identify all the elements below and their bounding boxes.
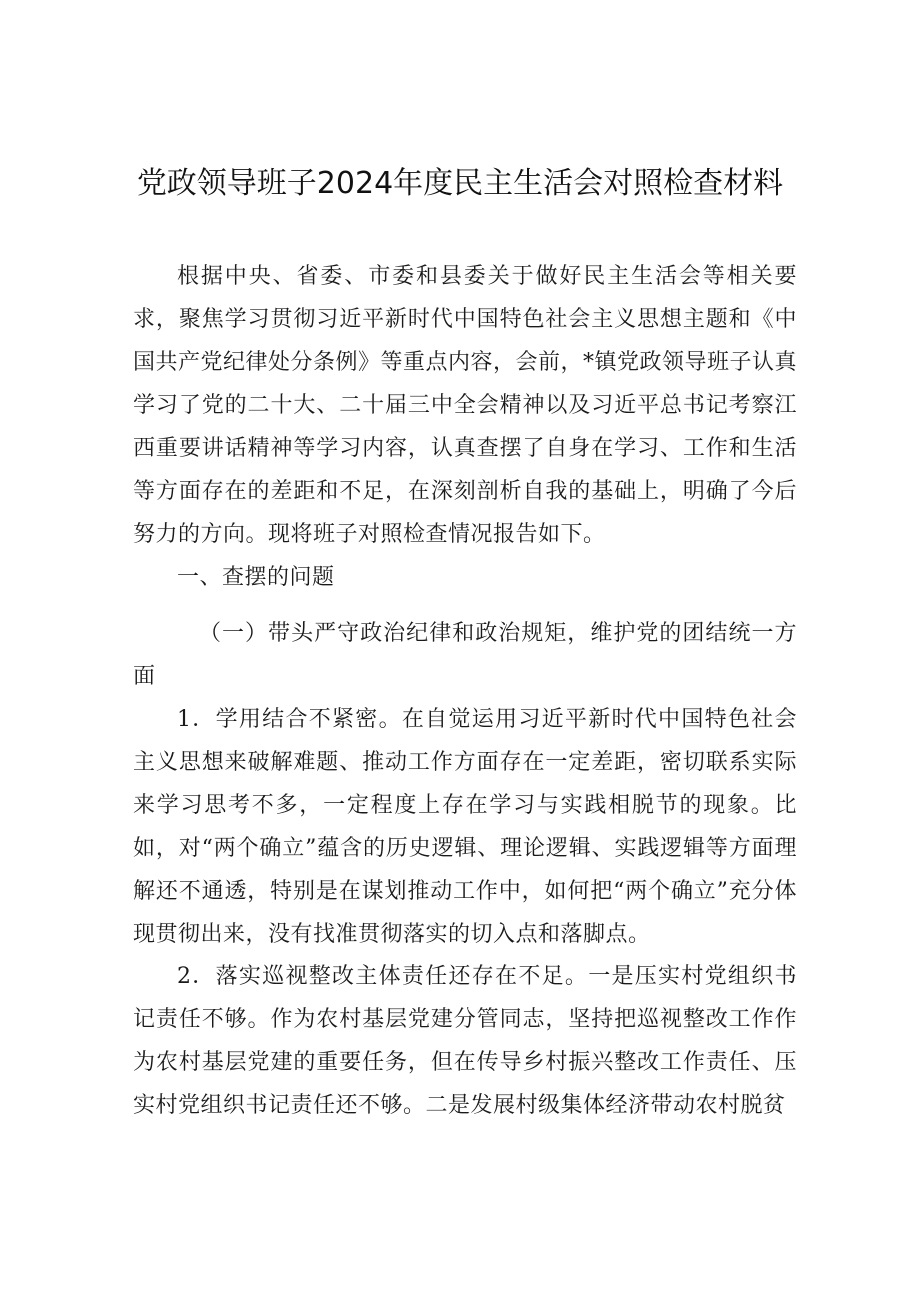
problem-item-2: 2．落实巡视整改主体责任还存在不足。一是压实村党组织书记责任不够。作为农村基层党建分管同志，坚持把巡视整改工作作为农村基层党建的重要任务，但在传导乡村振兴整改工作责任、压实村党组织书记责任还不够。二是发展村级集体经济带动农村脱贫 xyxy=(133,964,797,1118)
intro-paragraph: 根据中央、省委、市委和县委关于做好民主生活会等相关要求，聚焦学习贯彻习近平新时代中国特色社会主义思想主题和《中国共产党纪律处分条例》等重点内容，会前，*镇党政领导班子认真学习了党的二十大、二十届三中全会精神以及习近平总书记考察江西重要讲话精神等学习内容，认真查摆了自身在学习、工作和生活等方面存在的差距和不足，在深刻剖析自我的基础上，明确了今后努力的方向。现将班子对照检查情况报告如下。 xyxy=(133,264,798,547)
problem-item-1: 1．学用结合不紧密。在自觉运用习近平新时代中国特色社会主义思想来破解难题、推动工作方面存在一定差距，密切联系实际来学习思考不多，一定程度上存在学习与实践相脱节的现象。比如，对“两个确立”蕴含的历史逻辑、理论逻辑、实践逻辑等方面理解还不通透，特别是在谋划推动工作中，如何把“两个确立”充分体现贯彻出来，没有找准贯彻落实的切入点和落脚点。 xyxy=(133,707,797,947)
document-title: 党政领导班子2024年度民主生活会对照检查材料 xyxy=(136,166,784,201)
section-heading: 一、查摆的问题 xyxy=(177,565,335,590)
subsection-heading: （一）带头严守政治纪律和政治规矩，维护党的团结统一方面 xyxy=(133,621,797,689)
